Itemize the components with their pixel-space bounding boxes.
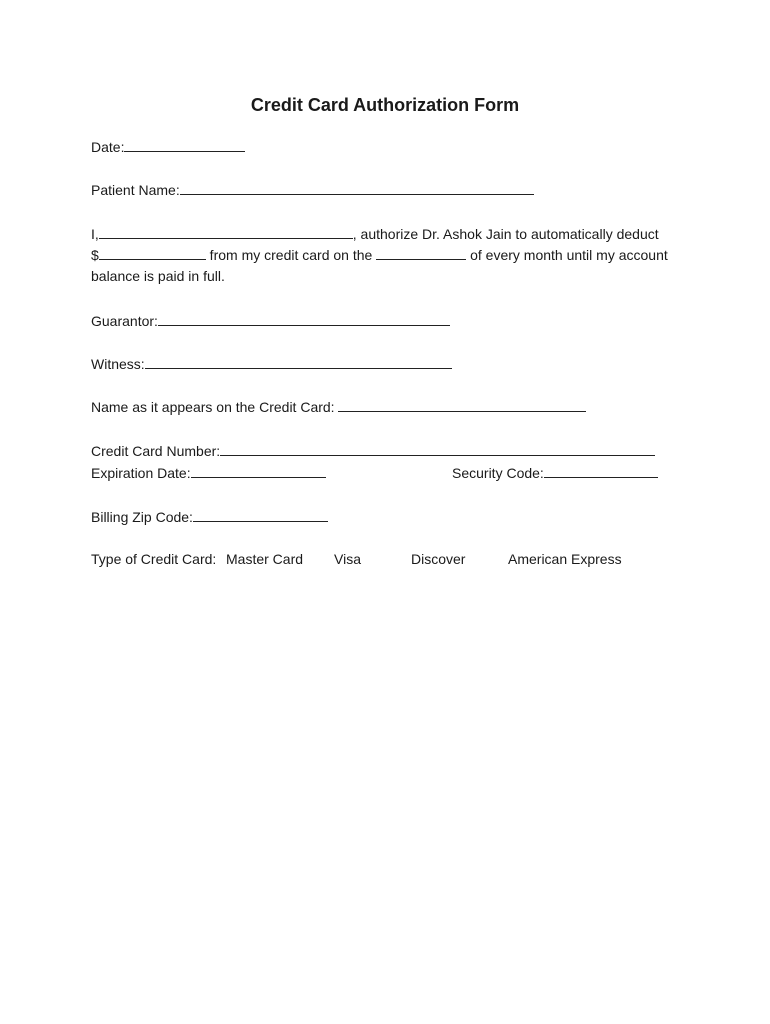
expiration-row [91, 463, 326, 482]
witness-row [91, 354, 452, 373]
card-number-row [91, 441, 655, 460]
card-number-label: Credit Card Number: [91, 443, 221, 459]
day-of-month-field[interactable] [376, 245, 466, 260]
patient-name-label: Patient Name: [91, 182, 180, 198]
expiration-field[interactable] [191, 463, 326, 478]
security-code-row [452, 463, 658, 482]
witness-field[interactable] [145, 354, 452, 369]
card-type-row [91, 550, 216, 568]
date-label: Date: [91, 139, 125, 155]
amount-mid-text: from my credit card on the [205, 247, 377, 263]
card-type-master-card[interactable]: Master Card [226, 551, 304, 567]
security-code-label: Security Code: [452, 465, 544, 481]
date-field[interactable] [124, 137, 245, 152]
amount-suffix-text: of every month until my account [466, 247, 668, 263]
guarantor-field[interactable] [158, 311, 450, 326]
card-type-label: Type of Credit Card: [91, 551, 217, 567]
amount-prefix: $ [91, 247, 99, 263]
patient-name-field[interactable] [180, 180, 534, 195]
witness-label: Witness: [91, 356, 145, 372]
name-on-card-row [91, 397, 586, 416]
name-on-card-field[interactable] [338, 397, 586, 412]
security-code-field[interactable] [544, 463, 658, 478]
billing-zip-row [91, 507, 328, 526]
date-row [91, 137, 245, 156]
name-on-card-label: Name as it appears on the Credit Card: [91, 399, 339, 415]
authorization-row [91, 224, 659, 243]
card-type-visa[interactable]: Visa [334, 551, 361, 567]
amount-row [91, 245, 668, 264]
card-number-field[interactable] [220, 441, 655, 456]
auth-text: , authorize Dr. Ashok Jain to automatically deduct [352, 226, 659, 242]
form-title: Credit Card Authorization Form [250, 95, 520, 115]
card-type-discover[interactable]: Discover [411, 551, 466, 567]
card-type-american-express[interactable]: American Express [508, 551, 622, 567]
balance-text: balance is paid in full. [91, 268, 225, 284]
amount-field[interactable] [99, 245, 206, 260]
billing-zip-label: Billing Zip Code: [91, 509, 193, 525]
guarantor-label: Guarantor: [91, 313, 158, 329]
billing-zip-field[interactable] [193, 507, 328, 522]
balance-row [91, 267, 225, 285]
expiration-label: Expiration Date: [91, 465, 191, 481]
auth-prefix: I, [91, 226, 99, 242]
guarantor-row [91, 311, 450, 330]
authorizer-name-field[interactable] [99, 224, 353, 239]
patient-name-row [91, 180, 534, 199]
